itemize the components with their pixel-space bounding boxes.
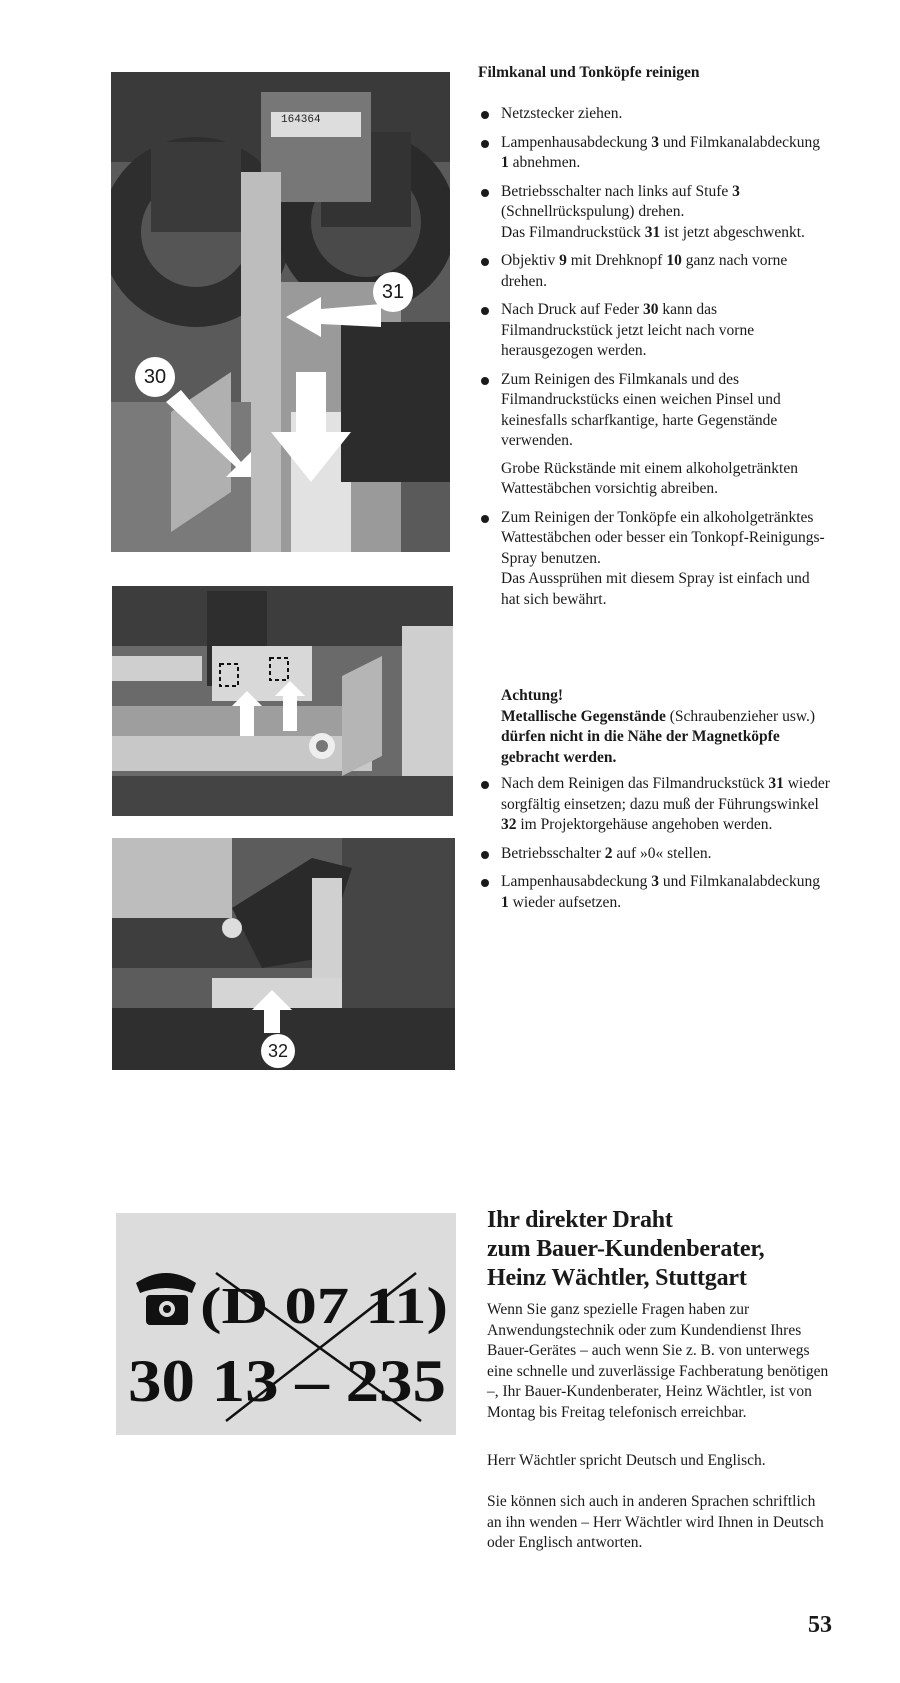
warning-normal: (Schraubenzieher usw.) xyxy=(665,707,816,725)
step-item xyxy=(478,844,830,865)
step-item xyxy=(478,370,830,500)
contact-headline xyxy=(487,1206,857,1293)
steps-list-1 xyxy=(478,104,830,618)
step-text: wieder aufsetzen. xyxy=(508,893,622,911)
bullet-icon xyxy=(481,377,489,385)
bullet-icon xyxy=(481,258,489,266)
step-ref-number: 31 xyxy=(644,223,661,241)
bullet-icon xyxy=(481,781,489,789)
bullet-icon xyxy=(481,307,489,315)
warning-heading: Achtung! xyxy=(501,687,564,704)
bullet-icon xyxy=(481,111,489,119)
contact-paragraph: Wenn Sie ganz spezielle Fragen haben zur Anwendungstechnik oder zum Kundendienst Ihres Bauer-Gerätes – auch wenn Sie z. B. von unterwegs eine schnelle und zuverlässige Fachberatung benötigen –, Ihr Bauer-Kundenberater, Heinz Wächtler, ist von Montag bis Freitag telefonisch erreichbar. xyxy=(487,1301,829,1421)
callout-30-label: 30 xyxy=(143,365,167,388)
step-text: wieder sorgfältig einsetzen; dazu muß der Führungswinkel xyxy=(501,775,830,813)
step-note xyxy=(501,223,830,244)
step-ref-number: 1 xyxy=(501,893,509,911)
written-contact-paragraph: Sie können sich auch in anderen Sprachen schriftlich an ihn wenden – Herr Wächtler wird Ihnen in Deutsch oder Englisch antworten. xyxy=(487,1493,824,1551)
bullet-icon xyxy=(481,515,489,523)
step-text: Zum Reinigen der Tonköpfe ein alkoholgetränktes Wattestäbchen oder besser ein Tonkopf-Reinigungs-Spray benutzen. xyxy=(501,508,825,567)
step-text: im Projektorgehäuse angehoben werden. xyxy=(516,816,773,833)
step-text: Netzstecker ziehen. xyxy=(501,105,623,122)
bullet-icon xyxy=(481,140,489,148)
steps-list-2 xyxy=(478,774,830,921)
step-text: (Schnellrückspulung) drehen. xyxy=(501,203,685,220)
step-text: abnehmen. xyxy=(508,154,581,171)
warning-bold: dürfen nicht in die Nähe der Magnetköpfe gebracht werden. xyxy=(501,728,780,766)
warning-text xyxy=(501,707,831,769)
film-channel-illustration xyxy=(111,72,450,552)
phone-graphic xyxy=(116,1213,456,1435)
step-text: ganz nach vorne drehen. xyxy=(501,252,788,290)
step-text: kann das Filmandruckstück jetzt leicht nach vorne herausgezogen werden. xyxy=(501,301,755,359)
step-text: und Filmkanalabdeckung xyxy=(658,133,820,151)
step-text: Nach dem Reinigen das Filmandruckstück xyxy=(501,775,769,792)
step-item xyxy=(478,872,830,913)
step-ref-number: 1 xyxy=(501,154,509,171)
headline-line: Ihr direkter Draht xyxy=(487,1207,673,1233)
photo-sound-heads xyxy=(112,586,453,816)
callout-32-label: 32 xyxy=(267,1040,289,1061)
step-ref-number: 3 xyxy=(651,133,659,151)
bullet-icon xyxy=(481,879,489,887)
step-item xyxy=(478,133,830,174)
step-ref-number: 2 xyxy=(604,844,613,862)
sound-heads-illustration xyxy=(112,586,453,816)
warning-bold: Metallische Gegenstände xyxy=(501,707,666,725)
step-item xyxy=(478,774,830,836)
step-text: Lampenhausabdeckung xyxy=(501,133,652,151)
step-ref-number: 3 xyxy=(732,182,740,200)
phone-number-box xyxy=(116,1213,456,1435)
bullet-icon xyxy=(481,189,489,197)
step-text: und Filmkanalabdeckung xyxy=(658,873,820,890)
step-text: Objektiv xyxy=(501,252,560,269)
photo-film-channel xyxy=(111,72,450,552)
step-item xyxy=(478,182,830,244)
step-text: auf »0« stellen. xyxy=(612,844,712,862)
photo-guide-angle xyxy=(112,838,455,1070)
serial-text: 164364 xyxy=(281,114,321,126)
warning-block xyxy=(501,686,831,768)
step-note-text: Das Filmandruckstück xyxy=(501,223,645,241)
step-item xyxy=(478,300,830,362)
bullet-icon xyxy=(481,851,489,859)
step-item xyxy=(478,251,830,292)
step-ref-number: 31 xyxy=(768,775,784,792)
step-ref-number: 10 xyxy=(666,252,682,269)
callout-32 xyxy=(261,1034,295,1068)
step-note: Das Aussprühen mit diesem Spray ist einfach und hat sich bewährt. xyxy=(501,570,810,608)
step-text: Lampenhausabdeckung xyxy=(501,873,652,890)
phone-number: 30 13 – 235 xyxy=(128,1348,447,1414)
headline-line: Heinz Wächtler, Stuttgart xyxy=(487,1265,747,1291)
page-number: 53 xyxy=(808,1612,832,1638)
step-item xyxy=(478,104,830,125)
language-paragraph: Herr Wächtler spricht Deutsch und Englisch. xyxy=(487,1452,766,1469)
step-note: Grobe Rückstände mit einem alkoholgetränkten Wattestäbchen vorsichtig abreiben. xyxy=(501,459,798,497)
step-ref-number: 32 xyxy=(501,816,517,833)
step-ref-number: 30 xyxy=(643,301,659,318)
step-text: Betriebsschalter xyxy=(501,844,605,862)
step-text: Betriebsschalter nach links auf Stufe xyxy=(501,182,733,200)
phone-area-code: (D 07 11) xyxy=(200,1278,448,1335)
section-title: Filmkanal und Tonköpfe reinigen xyxy=(478,64,700,81)
step-note-text: ist jetzt abgeschwenkt. xyxy=(660,223,805,241)
step-ref-number: 3 xyxy=(651,873,659,890)
callout-31 xyxy=(373,272,413,312)
step-text: Zum Reinigen des Filmkanals und des Filmandruckstücks einen weichen Pinsel und keinesfalls scharfkantige, harte Gegenstände verwenden. xyxy=(501,370,781,449)
step-ref-number: 9 xyxy=(559,252,567,269)
callout-31-label: 31 xyxy=(381,280,405,303)
step-text: mit Drehknopf xyxy=(566,252,667,269)
headline-line: zum Bauer-Kundenberater, xyxy=(487,1236,765,1262)
step-text: Nach Druck auf Feder xyxy=(501,301,644,318)
callout-30 xyxy=(135,357,175,397)
step-item xyxy=(478,508,830,611)
telephone-icon xyxy=(136,1273,196,1325)
